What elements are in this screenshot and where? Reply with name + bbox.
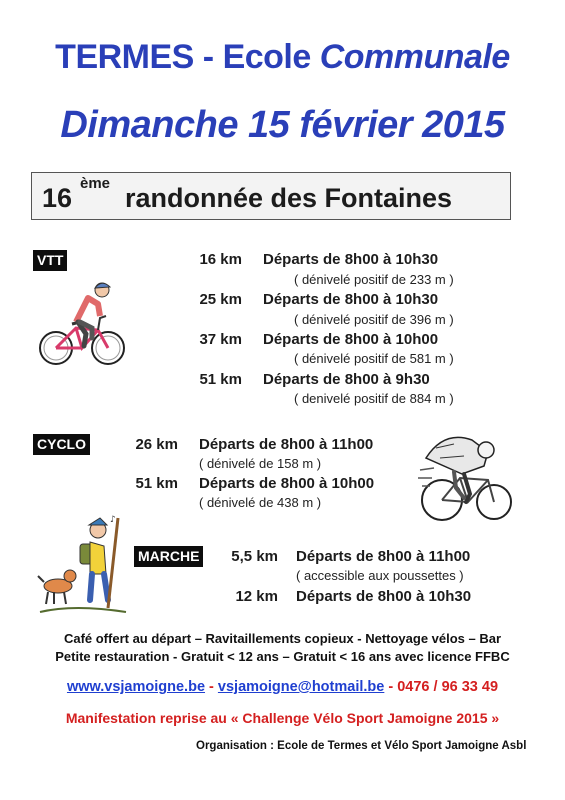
- vtt-km-1: 16 km: [199, 251, 242, 268]
- title-location: [0, 38, 565, 77]
- title-location-a: TERMES - Ecole: [55, 38, 320, 76]
- title-location-b: Communale: [319, 38, 510, 76]
- marche-km-1: 5,5 km: [231, 548, 278, 565]
- marche-tag: MARCHE: [134, 546, 203, 567]
- vtt-departures-2: Départs de 8h00 à 10h30: [263, 291, 439, 308]
- marche-km-2: 12 km: [235, 588, 278, 605]
- marche-note-1: ( accessible aux poussettes ): [296, 568, 464, 583]
- services-line: Café offert au départ – Ravitaillements copieux - Nettoyage vélos – Bar: [63, 631, 502, 646]
- cyclo-km-1: 26 km: [135, 436, 178, 453]
- vtt-elevation-1: ( dénivelé positif de 233 m ): [294, 272, 454, 287]
- marche-departures-2: Départs de 8h00 à 10h30: [296, 588, 472, 605]
- title-date: Dimanche 15 février 2015: [60, 104, 505, 146]
- road-cyclist-illustration: [414, 418, 514, 530]
- hiker-with-dog-illustration: [34, 512, 134, 616]
- phone-number: 0476 / 96 33 49: [397, 679, 499, 695]
- vtt-km-3: 37 km: [199, 331, 242, 348]
- vtt-departures-3: Départs de 8h00 à 10h00: [263, 331, 439, 348]
- cyclo-elevation-1: ( dénivelé de 158 m ): [199, 456, 322, 471]
- email-link[interactable]: vsjamoigne@hotmail.be: [217, 679, 385, 695]
- separator: -: [205, 679, 218, 695]
- website-link[interactable]: www.vsjamoigne.be: [66, 679, 206, 695]
- cyclo-departures-2: Départs de 8h00 à 10h00: [199, 475, 375, 492]
- separator: -: [384, 679, 398, 695]
- vtt-tag: VTT: [33, 250, 67, 271]
- pricing-line: Petite restauration - Gratuit < 12 ans – Gratuit < 16 ans avec licence FFBC: [55, 649, 510, 664]
- vtt-departures-1: Départs de 8h00 à 10h30: [263, 251, 439, 268]
- vtt-elevation-2: ( dénivelé positif de 396 m ): [294, 312, 454, 327]
- edition-superscript: ème: [80, 175, 111, 192]
- cyclo-km-2: 51 km: [135, 475, 178, 492]
- vtt-elevation-3: ( dénivelé positif de 581 m ): [294, 351, 454, 366]
- challenge-note: Manifestation reprise au « Challenge Vélo Sport Jamoigne 2015 »: [65, 710, 500, 726]
- mountain-biker-illustration: [36, 276, 128, 368]
- organisation-note: Organisation : Ecole de Termes et Vélo Sport Jamoigne Asbl: [196, 740, 527, 752]
- edition-banner: [31, 172, 511, 220]
- vtt-departures-4: Départs de 8h00 à 9h30: [263, 371, 430, 388]
- svg-text:♪: ♪: [110, 515, 116, 525]
- cyclo-departures-1: Départs de 8h00 à 11h00: [199, 436, 374, 453]
- vtt-elevation-4: ( denivelé positif de 884 m ): [294, 391, 454, 406]
- edition-title: randonnée des Fontaines: [125, 183, 453, 213]
- contact-line: [0, 679, 565, 695]
- cyclo-elevation-2: ( dénivelé de 438 m ): [199, 495, 322, 510]
- vtt-km-2: 25 km: [199, 291, 242, 308]
- vtt-km-4: 51 km: [199, 371, 242, 388]
- edition-number: 16: [42, 183, 73, 213]
- cyclo-tag: CYCLO: [33, 434, 90, 455]
- marche-departures-1: Départs de 8h00 à 11h00: [296, 548, 471, 565]
